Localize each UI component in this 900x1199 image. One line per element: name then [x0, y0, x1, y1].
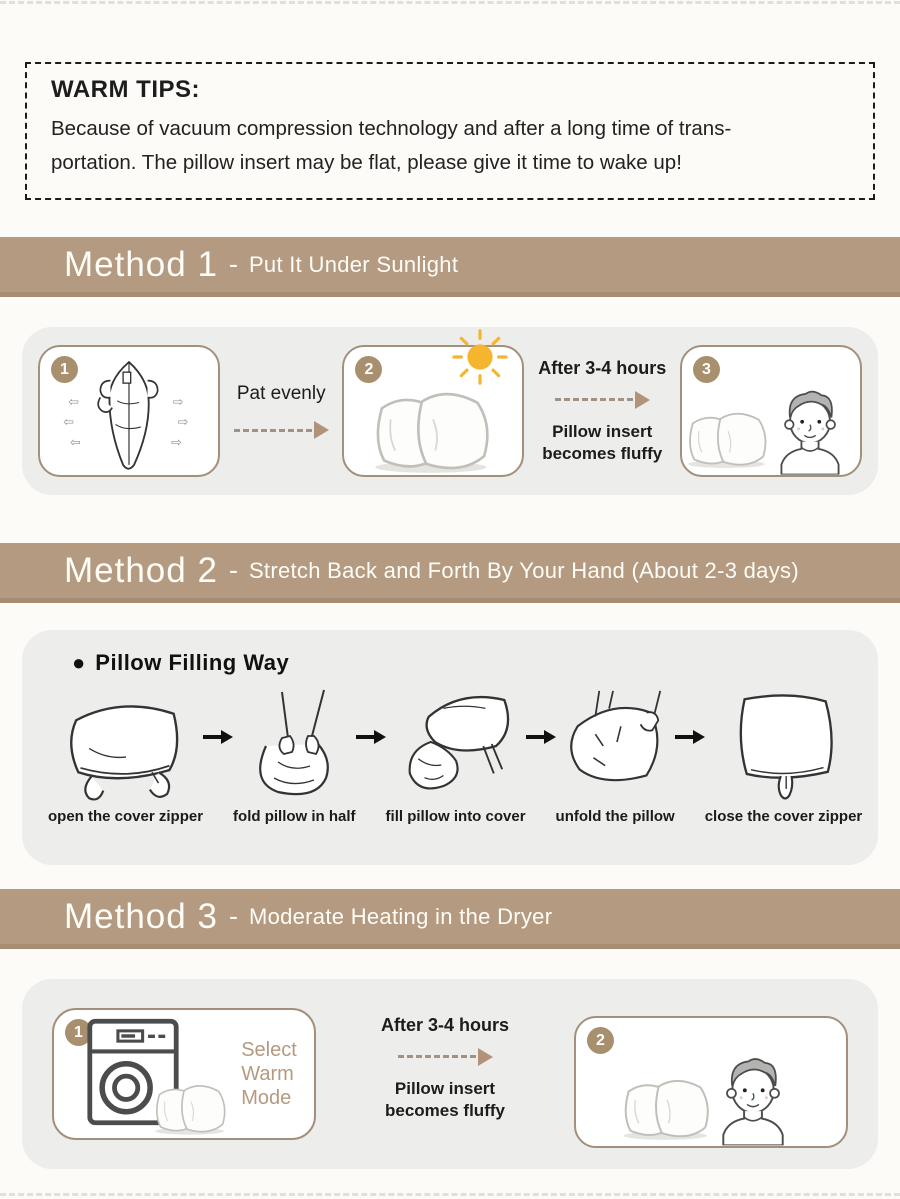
- method3-step2-card: [574, 1016, 848, 1148]
- method2-subtitle: Stretch Back and Forth By Your Hand (About 2-3 days): [248, 557, 799, 583]
- step-label: open the cover zipper: [48, 808, 204, 825]
- pillow-filling-steps-row: [48, 682, 863, 825]
- dashed-arrow-icon: [398, 1048, 493, 1066]
- pillow-filling-way-text: Pillow Filling Way: [95, 650, 290, 675]
- step-number-badge: 2: [587, 1027, 614, 1054]
- unfold-illustration: [556, 682, 674, 804]
- pillow-filling-way-heading: [72, 650, 852, 676]
- method3-title: Method 3: [64, 896, 218, 936]
- method3-header-band: [0, 889, 900, 949]
- select-line1: Select: [241, 1039, 297, 1061]
- select-line2: Warm: [241, 1063, 294, 1085]
- open-zipper-illustration: [61, 682, 191, 804]
- method3-step1-card: [52, 1008, 316, 1140]
- step-label: fold pillow in half: [233, 808, 356, 825]
- filling-step-unfold: [556, 682, 675, 825]
- fill-cover-illustration: [393, 682, 519, 804]
- select-warm-mode-label: [241, 1038, 297, 1110]
- dashed-arrow-icon: [555, 391, 650, 409]
- method3-subtitle: Moderate Heating in the Dryer: [248, 903, 553, 929]
- filling-step-fold-half: [233, 682, 355, 825]
- method1-content-box: [22, 327, 878, 495]
- method1-step1-card: [38, 345, 220, 477]
- pillows-illustration: [149, 1074, 233, 1136]
- dashed-arrow-icon: [234, 421, 329, 439]
- arrow-right-icon: [526, 730, 556, 744]
- method2-title: Method 2: [64, 550, 218, 590]
- method3-arrow-group: [381, 1015, 509, 1122]
- filling-step-fill-cover: [386, 682, 526, 825]
- method1-step2-card: [342, 345, 524, 477]
- after-hours-label: After 3-4 hours: [380, 1014, 510, 1035]
- result-text: [542, 421, 662, 465]
- pillows-illustration: [363, 375, 503, 475]
- top-edge-dashed-line: [0, 1, 900, 4]
- method3-separator: -: [228, 901, 238, 931]
- method1-subtitle: Put It Under Sunlight: [248, 251, 459, 277]
- result-text: [385, 1078, 505, 1122]
- filling-step-close-zipper: [705, 682, 863, 825]
- method2-header-band: [0, 543, 900, 603]
- result-line1: Pillow insert: [394, 1078, 496, 1098]
- arrow-right-icon: [203, 730, 233, 744]
- warm-tips-line1: Because of vacuum compression technology and after a long time of trans-: [51, 117, 732, 140]
- result-line1: Pillow insert: [552, 421, 653, 441]
- method1-title: Method 1: [64, 244, 218, 284]
- method2-content-box: [22, 630, 878, 865]
- pillow-shake-illustration: [59, 357, 199, 475]
- warm-tips-line2: portation. The pillow insert may be flat, please give it time to wake up!: [51, 151, 682, 174]
- method3-content-box: [22, 979, 878, 1169]
- fold-half-illustration: [234, 682, 354, 804]
- sun-icon: [452, 329, 508, 385]
- arrow-right-icon: [356, 730, 386, 744]
- arrow-right-icon: [675, 730, 705, 744]
- step-number-badge: 1: [51, 356, 78, 383]
- select-line3: Mode: [241, 1087, 292, 1109]
- man-illustration: [760, 387, 860, 475]
- filling-step-open-zipper: [48, 682, 203, 825]
- step-number-badge: 1: [65, 1019, 92, 1046]
- step-label: close the cover zipper: [704, 808, 863, 825]
- pat-evenly-label: Pat evenly: [236, 383, 326, 404]
- method1-arrow1-group: [234, 383, 329, 439]
- method2-separator: -: [228, 555, 238, 585]
- step-label: unfold the pillow: [555, 808, 675, 825]
- result-line2: becomes fluffy: [542, 443, 663, 463]
- warm-tips-title: WARM TIPS:: [51, 76, 200, 103]
- step-number-badge: 3: [693, 356, 720, 383]
- result-line2: becomes fluffy: [385, 1100, 505, 1120]
- close-zipper-illustration: [719, 682, 847, 804]
- step-number-badge: 2: [355, 356, 382, 383]
- warm-tips-box: [25, 62, 875, 200]
- method1-arrow2-group: [538, 358, 666, 465]
- after-hours-label: After 3-4 hours: [538, 357, 667, 378]
- bottom-edge-dashed-line: [0, 1193, 900, 1196]
- man-illustration: [701, 1054, 805, 1146]
- method1-separator: -: [228, 249, 238, 279]
- method1-header-band: [0, 237, 900, 297]
- method1-step3-card: [680, 345, 862, 477]
- step-label: fill pillow into cover: [385, 808, 526, 825]
- bullet-dot-icon: ●: [72, 650, 86, 675]
